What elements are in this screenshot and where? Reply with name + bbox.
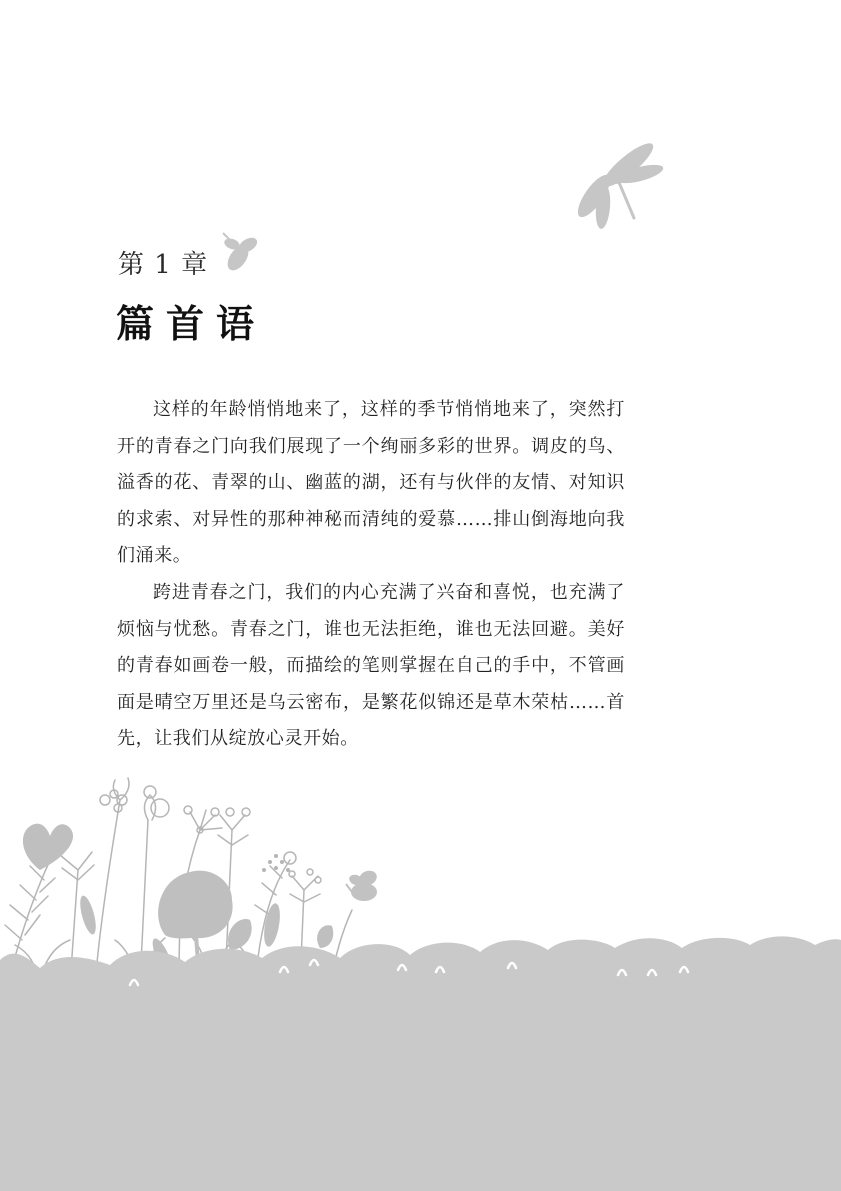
paragraph: 这样的年龄悄悄地来了，这样的季节悄悄地来了，突然打开的青春之门向我们展现了一个绚丽多彩的世界。调皮的鸟、溢香的花、青翠的山、幽蓝的湖，还有与伙伴的友情、对知识的求索、对异性的那种神秘而清纯的爱慕……排山倒海地向我们涌来。 (117, 399, 625, 567)
dragonfly-icon (572, 138, 665, 230)
chapter-title: 篇首语 (116, 302, 267, 346)
bee-icon (223, 233, 260, 274)
paragraph: 跨进青春之门，我们的内心充满了兴奋和喜悦，也充满了烦恼与忧愁。青春之门，谁也无法拒绝，谁也无法回避。美好的青春如画卷一般，而描绘的笔则掌握在自己的手中，不管画面是晴空万里还是乌云密布，是繁花似锦还是草木荣枯……首先，让我们从绽放心灵开始。 (117, 581, 625, 750)
body-text (117, 392, 625, 758)
chapter-label: 第 1 章 (118, 250, 209, 280)
bee-icon (346, 868, 379, 901)
ground-hills (0, 936, 841, 1191)
